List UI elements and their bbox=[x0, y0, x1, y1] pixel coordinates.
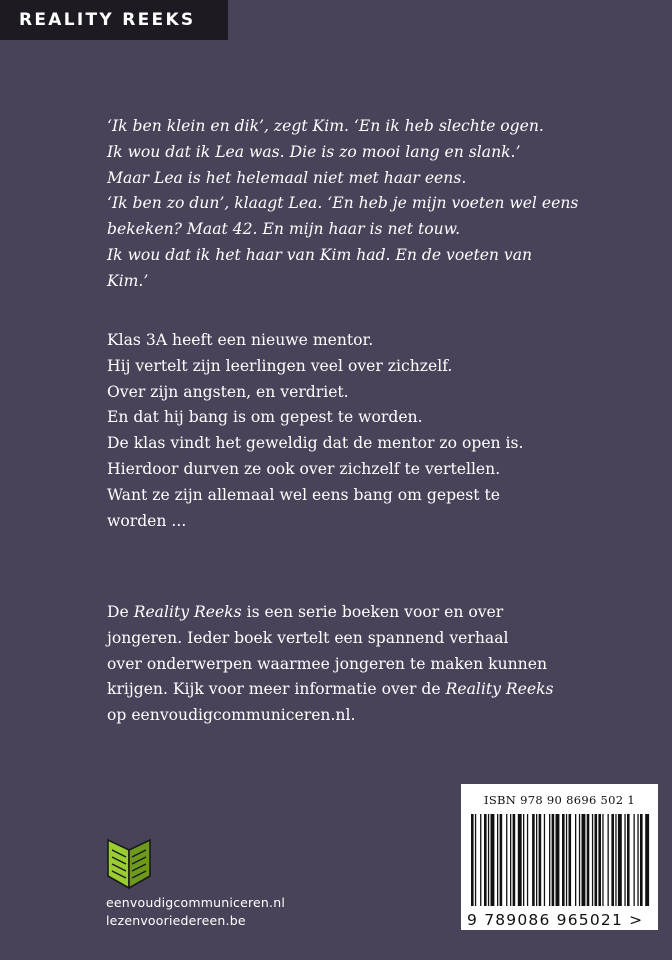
barcode-bar bbox=[475, 814, 476, 906]
story-line: Over zijn angsten, en verdriet. bbox=[107, 382, 349, 401]
about-text: De bbox=[107, 603, 134, 621]
series-name: Reality Reeks bbox=[445, 680, 554, 699]
website-link-1[interactable]: eenvoudigcommuniceren.nl bbox=[106, 895, 286, 910]
series-name: Reality Reeks bbox=[133, 603, 242, 621]
about-line-1 bbox=[107, 600, 607, 626]
series-tag bbox=[0, 0, 228, 40]
barcode-bar bbox=[506, 814, 507, 906]
about-line-3: over onderwerpen waarmee jongeren te maken kunnen bbox=[107, 654, 547, 673]
quote-line: ‘Ik ben klein en dik’, zegt Kim. ‘En ik heb slechte ogen. bbox=[107, 117, 544, 135]
barcode-bar bbox=[615, 814, 616, 906]
barcode-bar bbox=[566, 814, 567, 906]
barcode-bar bbox=[549, 814, 550, 906]
barcode-bar bbox=[536, 814, 537, 906]
quote-line: bekeken? Maat 42. En mijn haar is net touw. bbox=[107, 220, 461, 239]
barcode-bar bbox=[624, 814, 625, 906]
barcode-bar bbox=[575, 814, 576, 906]
barcode-bar bbox=[562, 814, 565, 906]
barcode-bar bbox=[518, 814, 522, 906]
quote-block bbox=[107, 114, 607, 295]
about-text: is een serie boeken voor en over bbox=[241, 603, 504, 621]
story-line: Want ze zijn allemaal wel eens bang om gepest te bbox=[107, 485, 501, 504]
story-line: Klas 3A heeft een nieuwe mentor. bbox=[107, 331, 374, 349]
website-link-2[interactable]: lezenvooriedereen.be bbox=[106, 913, 246, 928]
story-line: Hierdoor durven ze ook over zichzelf te vertellen. bbox=[107, 459, 501, 478]
story-block bbox=[107, 328, 607, 534]
barcode-bar bbox=[579, 814, 580, 906]
about-line-5: op eenvoudigcommuniceren.nl. bbox=[107, 706, 356, 725]
barcode-bar bbox=[488, 814, 489, 906]
barcode-bar bbox=[544, 814, 545, 906]
barcode-bar bbox=[582, 814, 586, 906]
barcode-bar bbox=[556, 814, 560, 906]
barcode-bar bbox=[608, 814, 609, 906]
story-line: Hij vertelt zijn leerlingen veel over zichzelf. bbox=[107, 356, 453, 375]
isbn-label: ISBN 978 90 8696 502 1 bbox=[484, 793, 635, 807]
barcode-bar bbox=[471, 814, 474, 906]
barcode-bar bbox=[500, 814, 503, 906]
quote-line: Ik wou dat ik het haar van Kim had. En de voeten van bbox=[107, 245, 533, 264]
ean-digits: 9 789086 965021 > bbox=[467, 911, 644, 929]
barcode-bar bbox=[532, 814, 535, 906]
barcode-panel bbox=[461, 784, 658, 930]
barcode-bar bbox=[497, 814, 498, 906]
about-block bbox=[107, 600, 607, 729]
quote-line: Kim.’ bbox=[107, 271, 149, 290]
barcode-bar bbox=[602, 814, 603, 906]
about-line-2: jongeren. Ieder boek vertelt een spannend verhaal bbox=[107, 628, 509, 647]
quote-line: ‘Ik ben zo dun’, klaagt Lea. ‘En heb je mijn voeten wel eens bbox=[107, 194, 579, 213]
barcode-bar bbox=[523, 814, 524, 906]
series-tag-label: REALITY REEKS bbox=[19, 10, 196, 30]
barcode-bar bbox=[634, 814, 635, 906]
story-line: worden ... bbox=[107, 511, 187, 530]
book-logo-icon bbox=[106, 838, 152, 890]
story-line: En dat hij bang is om gepest te worden. bbox=[107, 408, 423, 427]
story-line: De klas vindt het geweldig dat de mentor zo open is. bbox=[107, 434, 524, 453]
quote-line: Maar Lea is het helemaal niet met haar eens. bbox=[107, 168, 467, 187]
barcode-bar bbox=[637, 814, 638, 906]
barcode-bar bbox=[527, 814, 528, 906]
barcode-bar bbox=[552, 814, 555, 906]
barcode-bar bbox=[491, 814, 495, 906]
barcode-bar bbox=[618, 814, 622, 906]
barcode-bar bbox=[627, 814, 630, 906]
barcode-bar bbox=[484, 814, 487, 906]
barcode-bar bbox=[595, 814, 598, 906]
barcode-bar bbox=[645, 814, 649, 906]
about-line-4 bbox=[107, 677, 607, 703]
barcode-bar bbox=[510, 814, 511, 906]
barcode-bar bbox=[640, 814, 643, 906]
barcode-bar bbox=[480, 814, 481, 906]
quote-line: Ik wou dat ik Lea was. Die is zo mooi lang en slank.’ bbox=[107, 142, 521, 161]
about-text: krijgen. Kijk voor meer informatie over de bbox=[107, 680, 446, 699]
barcode-bar bbox=[611, 814, 614, 906]
barcode-bar bbox=[598, 814, 601, 906]
barcode-bar bbox=[513, 814, 516, 906]
barcode-bar bbox=[587, 814, 590, 906]
barcode-bar bbox=[569, 814, 572, 906]
barcode-icon bbox=[467, 814, 653, 909]
barcode-bar bbox=[539, 814, 542, 906]
barcode-bar bbox=[592, 814, 593, 906]
